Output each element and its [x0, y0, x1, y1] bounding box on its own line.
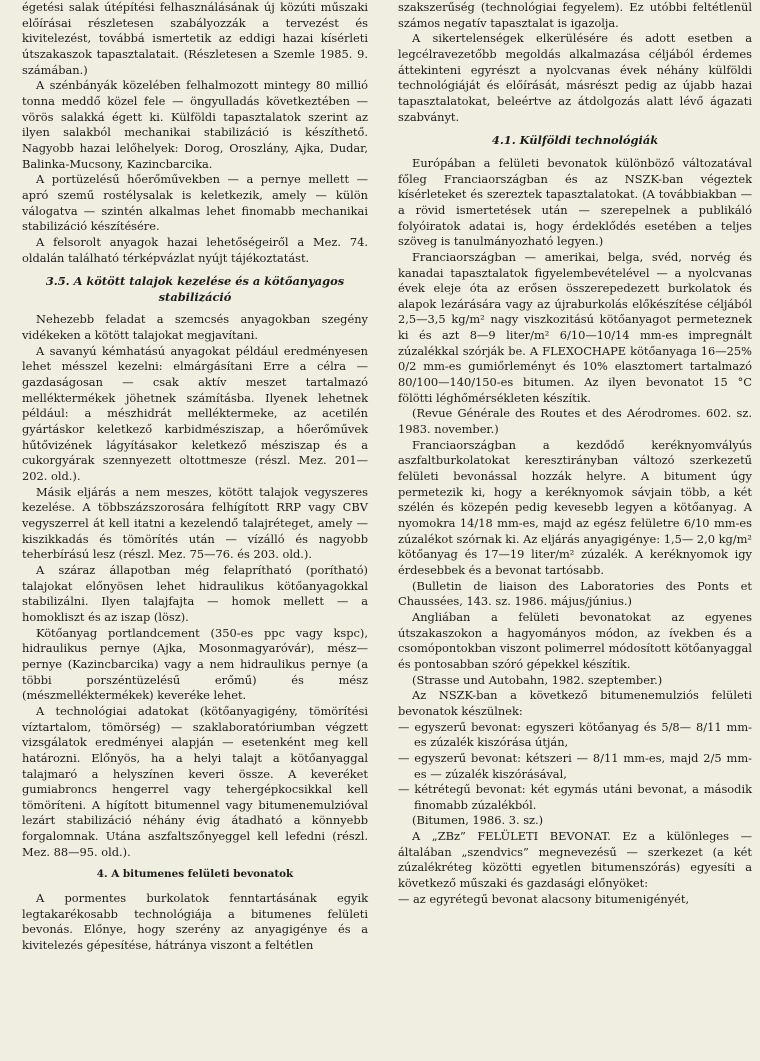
paragraph: Franciaországban — amerikai, belga, svéd, norvég és kanadai tapasztalatok figyelembevételével — a nyolcvanas évek eleje óta az erősen összerepedezett burkolatok és alapok lezárására vagy az újraburkolás előkészítése céljából 2,5—3,5 kg/m² nagy viszkozitású kötőanyagot permeteznek ki és azt 8—9 liter/m² 6/10—10/14 mm-es impregnált zúzalékkal szórják be. A FLEXOCHAPE kötőanyaga 16—25% 0/2 mm-es gumiőrleményt és 10% elasztomert tartalmazó 80/100—140/150-es bitumen. Az ilyen bevonatot 15 °C fölötti léghőmérsékleten készítik.: [398, 249, 752, 405]
left-column: [22, 0, 368, 954]
list-item: — az egyrétegű bevonat alacsony bitumenigényét,: [398, 891, 690, 906]
paragraph: Európában a felületi bevonatok különböző változatával főleg Franciaországban és az NSZK-ban végeztek kísérleteket és szereztek tapasztalatokat. (A továbbiakban — a rövid ismertetések után — szerepelnek a publikáló folyóiratok adatai is, hogy érdeklődés esetében a teljes szöveg is tanulmányozható legyen.): [398, 155, 752, 249]
paragraph: égetési salak útépítési felhasználásának új közúti műszaki előírásai részletesen szabályozzák a tervezést és kivitelezést, továbbá ismertetik az eddigi hazai kísérleti útszakaszok tapasztalatait. (Részletesen a Szemle 1985. 9. számában.): [22, 0, 368, 77]
paragraph: A felsorolt anyagok hazai lehetőségeiről a Mez. 74. oldalán található térképvázlat nyújt tájékoztatást.: [22, 234, 368, 265]
paragraph: A pormentes burkolatok fenntartásának egyik legtakarékosabb technológiája a bitumenes felületi bevonás. Előnye, hogy szerény az anyagigénye és a kivitelezés gépesítése, hátránya viszont a feltétlen: [22, 891, 368, 953]
list-item: — egyszerű bevonat: kétszeri — 8/11 mm-es, majd 2/5 mm-es — zúzalék kiszórásával,: [398, 750, 752, 781]
paragraph: A portüzelésű hőerőművekben — a pernye mellett — apró szemű rostélysalak is keletkezik, amely — külön válogatva — szintén alkalmas lehet finomabb mechanikai stabilizáció készítésére.: [22, 172, 368, 234]
paragraph: (Revue Générale des Routes et des Aérodromes. 602. sz. 1983. november.): [398, 406, 752, 437]
paragraph: Kötőanyag portlandcement (350-es ppc vagy kspc), hidraulikus pernye (Ajka, Mosonmagyaróvár), mész—pernye (Kazincbarcika) vagy a nem hidraulikus pernye (a többi porszéntüzelésű erőmű) és mész (mészmelléktermékek) keveréke lehet.: [22, 625, 368, 703]
paragraph: (Bulletin de liaison des Laboratories des Ponts et Chaussées, 143. sz. 1986. május/június.): [398, 578, 752, 609]
list-item: — kétrétegű bevonat: két egymás utáni bevonat, a második finomabb zúzalékból.: [398, 782, 752, 812]
section-heading: 4.1. Külföldi technológiák: [491, 133, 659, 148]
paragraph: Az NSZK-ban a következő bitumenemulziós felületi bevonatok készülnek:: [398, 688, 752, 718]
paragraph: Nehezebb feladat a szemcsés anyagokban szegény vidékeken a kötött talajokat megjavítani.: [22, 312, 368, 343]
right-column: [398, 0, 752, 907]
paragraph: szakszerűség (technológiai fegyelem). Ez utóbbi feltétlenül számos negatív tapasztalat is igazolja.: [398, 0, 752, 30]
section-heading: 3.5. A kötött talajok kezelése és a kötőanyagos stabilizáció: [45, 274, 345, 304]
paragraph: A szénbányák közelében felhalmozott mintegy 80 millió tonna meddő közel fele — öngyulladás következtében — vörös salakká égett ki. Külföldi tapasztalatok szerint az ilyen salakból mechanikai stabilizáció is készíthető. Nagyobb hazai lelőhelyek: Dorog, Oroszlány, Ajka, Dudar, Balinka-Mucsony, Kazincbarcika.: [22, 78, 368, 171]
paragraph: (Strasse und Autobahn, 1982. szeptember.): [412, 672, 663, 687]
paragraph: (Bitumen, 1986. 3. sz.): [412, 813, 544, 828]
paragraph: A száraz állapotban még felaprítható (porítható) talajokat előnyösen lehet hidraulikus kötőanyagokkal stabilizálni. Ilyen talajfajta — homok mellett — a homokliszt és az iszap (lösz).: [22, 562, 368, 624]
paragraph: Másik eljárás a nem meszes, kötött talajok vegyszeres kezelése. A többszázszorosára felhígított RRP vagy CBV vegyszerrel át kell itatni a kezelendő talajréteget, amely — kiszikkadás és tömörítés után — vízálló és nagyobb teherbírású lesz (részl. Mez. 75—76. és 203. old.).: [22, 484, 368, 562]
paragraph: A technológiai adatokat (kötőanyagigény, tömörítési víztartalom, tömörség) — szaklaboratóriumban végzett vizsgálatok eredményei alapján — esetenként meg kell határozni. Előnyös, ha a helyi talajt a kötőanyaggal talajmaró a helyszínen keveri össze. A keveréket gumiabroncs hengerrel vagy tehergépkocsikkal kell tömöríteni. A hígított bitumennel vagy bitumenemulzióval lezárt stabilizáció néhány évig átadható a könnyebb forgalomnak. Utána aszfaltszőnyeggel kell lefedni (részl. Mez. 88—95. old.).: [22, 703, 368, 859]
paragraph: Franciaországban a kezdődő keréknyomvályús aszfaltburkolatokat keresztirányban változó szerkezetű felületi bevonással hozzák helyre. A bitument úgy permetezik ki, hogy a keréknyomok sávjain több, a két szélén és közepén pedig kevesebb legyen a kötőanyag. A nyomokra 14/18 mm-es, majd az egész felületre 6/10 mm-es zúzalékot szórnak ki. Az eljárás anyagigénye: 1,5— 2,0 kg/m² kötőanyag és 17—19 liter/m² zúzalék. A keréknyomok igy érdesebbek és a bevonat tartósabb.: [398, 437, 752, 577]
chapter-heading: 4. A bitumenes felületi bevonatok: [96, 868, 294, 881]
list-item: — egyszerű bevonat: egyszeri kötőanyag és 5/8— 8/11 mm-es zúzalék kiszórása útján,: [398, 719, 752, 750]
paragraph: A savanyú kémhatású anyagokat például eredményesen lehet mésszel kezelni: elmárgásítani Erre a célra — gazdaságosan — csak aktív meszet tartalmazó melléktermékek jöhetnek számításba. Ilyenek lehetnek például: a mészhidrát melléktermeke, az acetilén gyártáskor keletkező karbidmésziszap, a hőerőművek hűtővizének lágyításakor keletkező mésziszap és a cukorgyárak szennyezett oltottmesze (részl. Mez. 201—202. old.).: [22, 343, 368, 484]
paragraph: A „ZBz” FELÜLETI BEVONAT. Ez a különleges — általában „szendvics” megnevezésű — szerkezet (a két zúzalékréteg közötti egyetlen bitumenszórás) egyesíti a következő műszaki és gazdasági előnyöket:: [398, 829, 752, 891]
paragraph: Angliában a felületi bevonatokat az egyenes útszakaszokon a hagyományos módon, az ívekben és a csomópontokban viszont polimerrel módosított kötőanyaggal és pontosabban szóró gépekkel készítik.: [398, 609, 752, 671]
paragraph: A sikertelenségek elkerülésére és adott esetben a legcélravezetőbb megoldás alkalmazása céljából érdemes áttekinteni egyrészt a nyolcvanas évek néhány külföldi technológiáját és előírását, másrészt pedig az újabb hazai tapasztalatokat, beleértve az átdolgozás alatt lévő ágazati szabványt.: [398, 31, 752, 124]
